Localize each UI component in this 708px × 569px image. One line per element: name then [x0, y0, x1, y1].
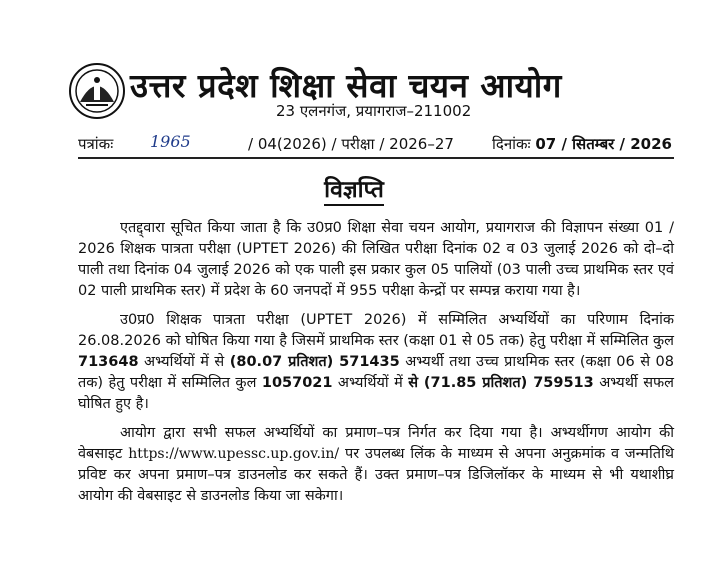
- p2-text-e: अभ्यर्थी तथा उच्च प्राथमिक स्तर (कक्षा 06 से 08 तक) हेतु परीक्षा में सम्मिलित कुल: [78, 354, 674, 391]
- p2-primary-appeared: 713648: [78, 354, 139, 370]
- paragraph-2: [78, 310, 674, 415]
- commission-emblem-icon: [68, 62, 126, 120]
- p2-text-c: अभ्यर्थियों में से: [138, 354, 230, 370]
- p2-primary-passed: (80.07 प्रतिशत) 571435: [229, 354, 400, 370]
- p2-text-i: अभ्यर्थी सफल घोषित हुए है।: [78, 375, 675, 412]
- reference-code: / 04(2026) / परीक्षा / 2026–27: [248, 135, 454, 153]
- p2-upper-appeared: 1057021: [261, 375, 333, 391]
- office-address: 23 एलनगंज, प्रयागराज–211002: [276, 102, 472, 120]
- p2-upper-passed: से (71.85 प्रतिशत) 759513: [408, 375, 594, 391]
- paragraph-3: [78, 423, 674, 507]
- date-label: दिनांकः: [491, 135, 531, 153]
- p3-text-b: पर उपलब्ध लिंक के माध्यम से अपना अनुक्रमांक व जन्मतिथि प्रविष्ट कर अपना प्रमाण–पत्र डाउनलोड कर सकते हैं। उक्त प्रमाण–पत्र डिजिलॉकर के माध्यम से भी यथाशीघ्र आयोग की वेबसाइट से डाउनलोड किया जा सकेगा।: [78, 446, 675, 504]
- notice-body: [78, 218, 674, 515]
- notice-heading-text: विज्ञप्ति: [324, 177, 384, 206]
- page-title: उत्तर प्रदेश शिक्षा सेवा चयन आयोग: [130, 66, 562, 105]
- header-divider: [78, 157, 674, 159]
- date-value: 07 / सितम्बर / 2026: [535, 135, 672, 153]
- issue-date: [492, 134, 672, 154]
- paragraph-1: एतद्द्वारा सूचित किया जाता है कि उ0प्र0 शिक्षा सेवा चयन आयोग, प्रयागराज की विज्ञापन संख्या 01 / 2026 शिक्षक पात्रता परीक्षा (UPTET 2026) की लिखित परीक्षा दिनांक 02 व 03 जुलाई 2026 को दो–दो पाली तथा दिनांक 04 जुलाई 2026 को एक पाली इस प्रकार कुल 05 पालियों (03 पाली उच्च प्राथमिक स्तर एवं 02 पाली प्राथमिक स्तर) में प्रदेश के 60 जनपदों में 955 परीक्षा केन्द्रों पर सम्पन्न कराया गया है।: [78, 220, 674, 299]
- p2-text-g: अभ्यर्थियों में: [332, 375, 409, 391]
- reference-line: [78, 134, 678, 156]
- letterhead: [0, 0, 708, 125]
- reference-number: 1965: [150, 132, 191, 151]
- p3-text-a: आयोग द्वारा सभी सफल अभ्यर्थियों का प्रमाण–पत्र निर्गत कर दिया गया है। अभ्यर्थीगण आयोग की वेबसाइट: [78, 425, 674, 462]
- reference-label: पत्रांकः: [78, 135, 114, 153]
- website-link[interactable]: https://www.upessc.up.gov.in/: [128, 446, 340, 462]
- p2-text-a: उ0प्र0 शिक्षक पात्रता परीक्षा (UPTET 2026) में सम्मिलित अभ्यर्थियों का परिणाम दिनांक 26.08.2026 को घोषित किया गया है जिसमें प्राथमिक स्तर (कक्षा 01 से 05 तक) हेतु परीक्षा में सम्मिलित कुल: [78, 312, 674, 349]
- notice-heading: [0, 172, 708, 204]
